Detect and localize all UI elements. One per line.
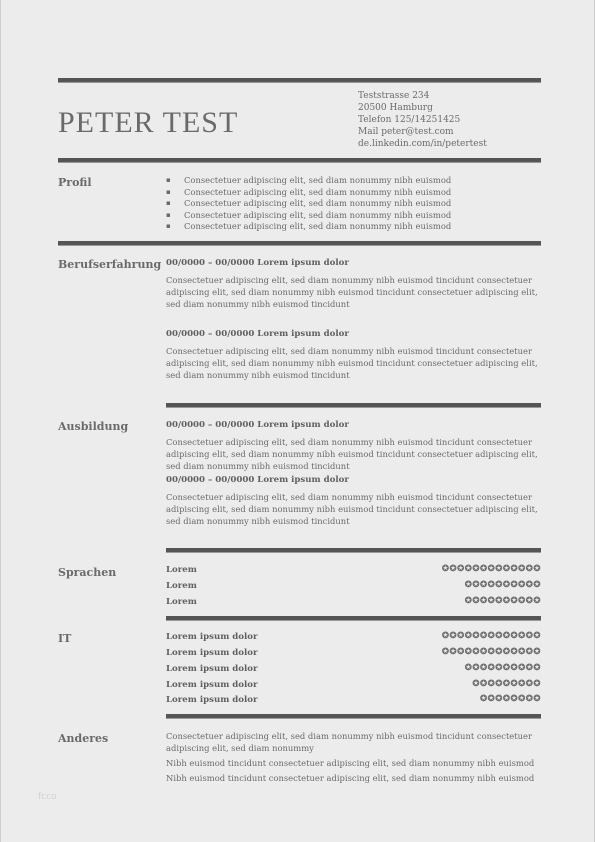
contact-street: Teststrasse 234 bbox=[358, 91, 430, 101]
it-skill-row bbox=[166, 632, 541, 646]
candidate-name: PETER TEST bbox=[58, 106, 239, 139]
section-rule bbox=[58, 241, 541, 246]
entry-text: Consectetuer adipiscing elit, sed diam nonummy nibh euismod tincidunt consectetuer adipiscing elit, sed diam nonummy nibh euismod tincidunt consectetuer adipiscing elit, sed diam nonummy nibh euismod tincidunt bbox=[166, 492, 538, 526]
entry-heading: 00/0000 – 00/0000 Lorem ipsum dolor bbox=[166, 329, 349, 339]
section-title-sprachen: Sprachen bbox=[58, 566, 117, 579]
section-title-ausbildung: Ausbildung bbox=[58, 420, 129, 433]
section-title-it: IT bbox=[58, 632, 72, 645]
skill-label: Lorem ipsum dolor bbox=[166, 680, 258, 690]
header-top-rule bbox=[58, 78, 541, 83]
ausbildung-entry-1 bbox=[166, 420, 541, 472]
list-item: ▪ Consectetuer adipiscing elit, sed diam nonummy nibh euismod bbox=[166, 210, 451, 222]
entry-text: Consectetuer adipiscing elit, sed diam nonummy nibh euismod tincidunt consectetuer adipiscing elit, sed diam nonummy nibh euismod tincidunt consectetuer adipiscing elit, sed diam nonummy nibh euismod tincidunt bbox=[166, 437, 538, 471]
section-title-profil: Profil bbox=[58, 176, 92, 189]
watermark-text: fcco bbox=[38, 792, 57, 802]
it-skill-row bbox=[166, 664, 541, 678]
section-rule bbox=[166, 548, 541, 553]
language-label: Lorem bbox=[166, 581, 197, 591]
section-title-berufserfahrung: Berufserfahrung bbox=[58, 258, 162, 271]
beruf-entry-2 bbox=[166, 329, 541, 381]
anderes-text-2: Nibh euismod tincidunt consectetuer adipiscing elit, sed diam nonummy nibh euismod bbox=[166, 758, 535, 768]
it-skill-row bbox=[166, 648, 541, 662]
contact-linkedin[interactable]: de.linkedin.com/in/petertest bbox=[358, 139, 487, 149]
language-label: Lorem bbox=[166, 565, 197, 575]
rating-stars-icon: ✪✪✪✪✪✪✪✪✪ bbox=[472, 679, 541, 689]
language-row bbox=[166, 581, 541, 595]
rating-stars-icon: ✪✪✪✪✪✪✪✪✪✪✪✪✪ bbox=[441, 647, 541, 657]
anderes-text-3: Nibh euismod tincidunt consectetuer adipiscing elit, sed diam nonummy nibh euismod bbox=[166, 773, 535, 783]
skill-label: Lorem ipsum dolor bbox=[166, 648, 258, 658]
rating-stars-icon: ✪✪✪✪✪✪✪✪✪✪ bbox=[464, 663, 541, 673]
contact-email[interactable]: Mail peter@test.com bbox=[358, 127, 454, 137]
rating-stars-icon: ✪✪✪✪✪✪✪✪ bbox=[480, 694, 541, 704]
rating-stars-icon: ✪✪✪✪✪✪✪✪✪✪ bbox=[464, 580, 541, 590]
entry-heading: 00/0000 – 00/0000 Lorem ipsum dolor bbox=[166, 258, 349, 268]
contact-block bbox=[358, 90, 487, 150]
skill-label: Lorem ipsum dolor bbox=[166, 664, 258, 674]
profil-bullet-list bbox=[166, 175, 451, 233]
skill-label: Lorem ipsum dolor bbox=[166, 632, 258, 642]
it-skill-row bbox=[166, 695, 541, 709]
language-label: Lorem bbox=[166, 597, 197, 607]
header-bottom-rule bbox=[58, 158, 541, 163]
language-row bbox=[166, 565, 541, 579]
rating-stars-icon: ✪✪✪✪✪✪✪✪✪✪ bbox=[464, 596, 541, 606]
anderes-text-1: Consectetuer adipiscing elit, sed diam nonummy nibh euismod tincidunt consectetuer adipiscing elit, sed diam nonummy bbox=[166, 731, 532, 753]
skill-label: Lorem ipsum dolor bbox=[166, 695, 258, 705]
entry-heading: 00/0000 – 00/0000 Lorem ipsum dolor bbox=[166, 475, 349, 485]
section-rule bbox=[166, 616, 541, 621]
it-skill-row bbox=[166, 680, 541, 694]
list-item: ▪ Consectetuer adipiscing elit, sed diam nonummy nibh euismod bbox=[166, 198, 451, 210]
entry-text: Consectetuer adipiscing elit, sed diam nonummy nibh euismod tincidunt consectetuer adipiscing elit, sed diam nonummy nibh euismod tincidunt consectetuer adipiscing elit, sed diam nonummy nibh euismod tincidunt bbox=[166, 275, 538, 309]
language-row bbox=[166, 597, 541, 611]
contact-phone: Telefon 125/14251425 bbox=[358, 115, 461, 125]
list-item: ▪ Consectetuer adipiscing elit, sed diam nonummy nibh euismod bbox=[166, 221, 451, 233]
section-title-anderes: Anderes bbox=[58, 732, 109, 745]
list-item: ▪ Consectetuer adipiscing elit, sed diam nonummy nibh euismod bbox=[166, 187, 451, 199]
section-rule bbox=[166, 403, 541, 408]
rating-stars-icon: ✪✪✪✪✪✪✪✪✪✪✪✪✪ bbox=[441, 564, 541, 574]
ausbildung-entry-2 bbox=[166, 475, 541, 527]
rating-stars-icon: ✪✪✪✪✪✪✪✪✪✪✪✪✪ bbox=[441, 631, 541, 641]
entry-heading: 00/0000 – 00/0000 Lorem ipsum dolor bbox=[166, 420, 349, 430]
list-item: ▪ Consectetuer adipiscing elit, sed diam nonummy nibh euismod bbox=[166, 175, 451, 187]
section-rule bbox=[166, 714, 541, 719]
beruf-entry-1 bbox=[166, 258, 541, 310]
contact-city: 20500 Hamburg bbox=[358, 103, 433, 113]
entry-text: Consectetuer adipiscing elit, sed diam nonummy nibh euismod tincidunt consectetuer adipiscing elit, sed diam nonummy nibh euismod tincidunt consectetuer adipiscing elit, sed diam nonummy nibh euismod tincidunt bbox=[166, 346, 538, 380]
